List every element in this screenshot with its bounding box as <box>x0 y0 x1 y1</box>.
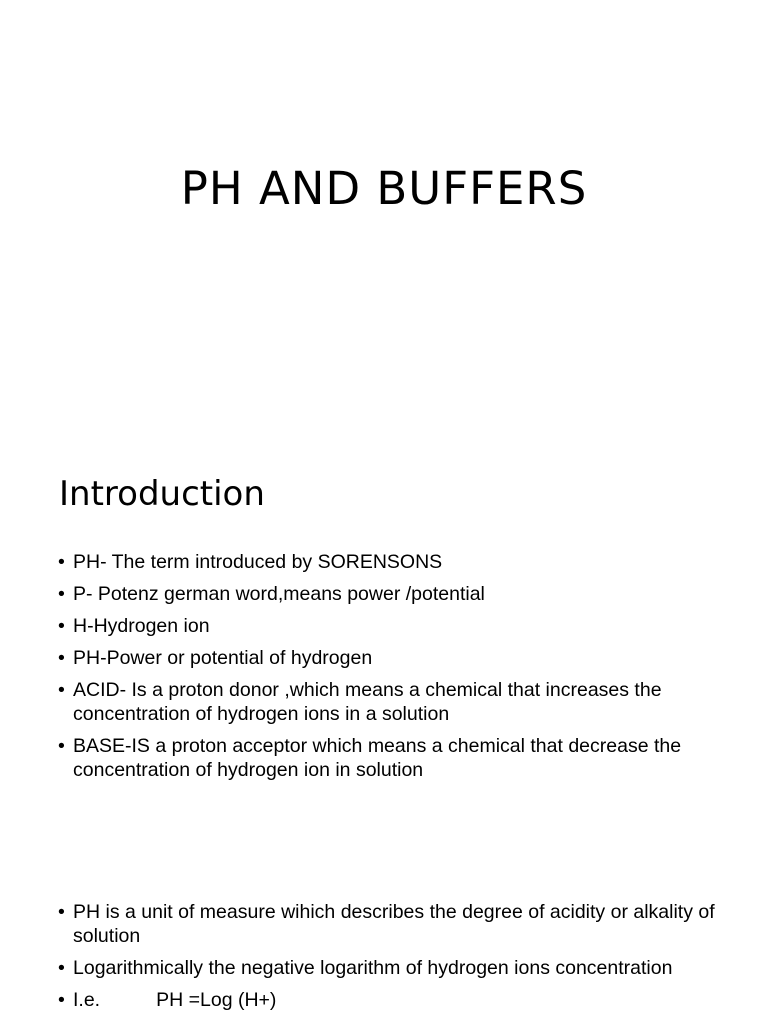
slide-title: PH AND BUFFERS <box>180 162 588 215</box>
bullet-icon: • <box>58 735 65 757</box>
list-item <box>58 734 726 782</box>
list-item <box>58 582 726 606</box>
list-item-text: Logarithmically the negative logarithm of hydrogen ions concentration <box>73 957 673 979</box>
bullet-icon: • <box>58 989 65 1011</box>
list-item <box>58 900 726 948</box>
list-item-text: BASE-IS a proton acceptor which means a chemical that decrease the concentration of hydrogen ion in solution <box>73 735 682 781</box>
bullet-icon: • <box>58 957 65 979</box>
list-item-text: P- Potenz german word,means power /potential <box>73 583 485 605</box>
bullet-icon: • <box>58 583 65 605</box>
ie-label: I.e. <box>73 989 101 1011</box>
list-item <box>58 646 726 670</box>
ph-formula: PH =Log (H+) <box>156 989 277 1011</box>
list-item-text: H-Hydrogen ion <box>73 615 210 637</box>
list-item-text: PH is a unit of measure wihich describes the degree of acidity or alkality of solution <box>73 901 715 947</box>
list-item <box>58 614 726 638</box>
bullet-icon: • <box>58 679 65 701</box>
bullet-icon: • <box>58 647 65 669</box>
list-item-text: ACID- Is a proton donor ,which means a chemical that increases the concentration of hydrogen ions in a solution <box>73 679 662 725</box>
introduction-list <box>58 550 726 790</box>
list-item <box>58 678 726 726</box>
list-item <box>58 550 726 574</box>
list-item <box>58 988 726 1012</box>
introduction-heading: Introduction <box>59 474 265 514</box>
list-item-text: PH-Power or potential of hydrogen <box>73 647 373 669</box>
bullet-icon: • <box>58 901 65 923</box>
definition-list <box>58 900 726 1020</box>
bullet-icon: • <box>58 615 65 637</box>
bullet-icon: • <box>58 551 65 573</box>
list-item <box>58 956 726 980</box>
list-item-text: PH- The term introduced by SORENSONS <box>73 551 443 573</box>
